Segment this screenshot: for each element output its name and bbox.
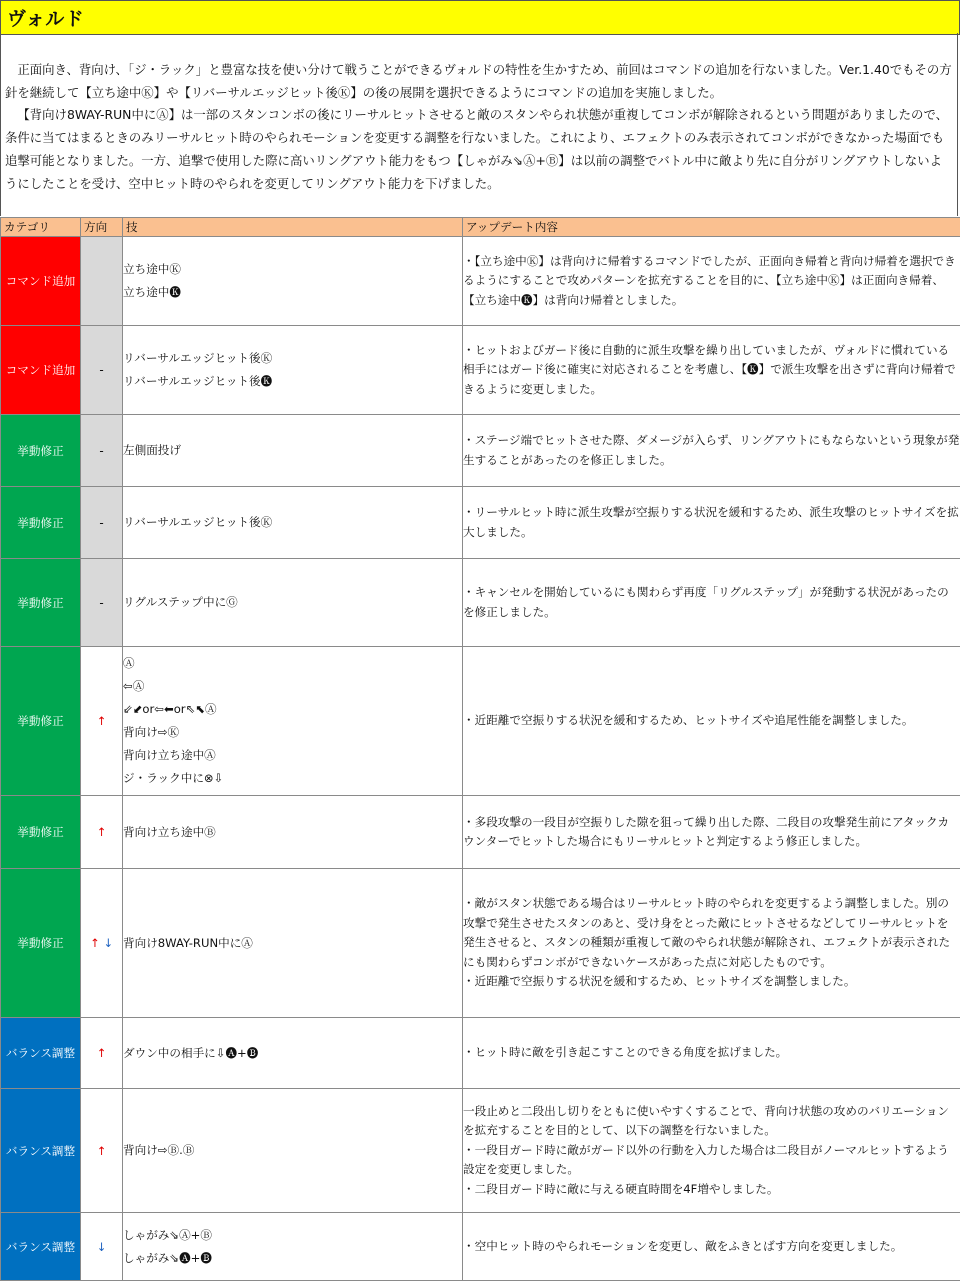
title-bar: [0, 0, 960, 35]
details-cell: [463, 415, 960, 487]
move-name: リバーサルエッジヒット後🅚: [123, 374, 273, 388]
move-cell: [123, 647, 463, 796]
move-name: しゃがみ⇘🅐+🅑: [123, 1250, 212, 1265]
details-cell: [463, 237, 960, 326]
direction-cell: [81, 647, 123, 796]
category-cell: 挙動修正: [1, 415, 81, 487]
details-text: ・近距離で空振りする状況を緩和するため、ヒットサイズを調整しました。: [463, 974, 856, 989]
table-row: [1, 415, 960, 487]
header-category: カテゴリ: [1, 218, 81, 237]
move-name: 背向け立ち途中Ⓐ: [123, 748, 216, 762]
details-cell: [463, 1213, 960, 1281]
details-text: 一段止めと二段出し切りをともに使いやすくすることで、背向け状態の攻めのバリエーションを拡充することを目的として、以下の調整を行ないました。: [463, 1103, 950, 1138]
direction-cell: [81, 796, 123, 869]
move-cell: [123, 415, 463, 487]
header-details: アップデート内容: [463, 218, 960, 237]
move-name: 立ち途中🅚: [123, 285, 181, 299]
page-title: ヴォルド: [7, 8, 85, 30]
update-table: [0, 217, 960, 1281]
up-arrow-icon: ↑: [96, 1046, 107, 1060]
up-down-arrow-icon: ↑ ↓: [89, 936, 114, 950]
details-cell: [463, 796, 960, 869]
move-name: 背向け⇨Ⓚ: [123, 725, 180, 739]
up-arrow-icon: ↑: [96, 1143, 107, 1158]
move-cell: [123, 796, 463, 869]
intro-text: [0, 33, 958, 216]
move-cell: [123, 1213, 463, 1281]
details-text: ・近距離で空振りする状況を緩和するため、ヒットサイズや追尾性能を調整しました。: [463, 713, 914, 728]
category-cell: コマンド追加: [1, 326, 81, 415]
move-name: ⇙⬋or⇦⬅or⇖⬉Ⓐ: [123, 702, 217, 716]
move-name: しゃがみ⇘Ⓐ+Ⓑ: [123, 1227, 212, 1242]
move-name: ⇦Ⓐ: [123, 679, 145, 693]
move-cell: [123, 559, 463, 647]
move-name: 背向け8WAY-RUN中にⒶ: [123, 935, 253, 950]
details-text: ・リーサルヒット時に派生攻撃が空振りする状況を緩和するため、派生攻撃のヒットサイズを拡大しました。: [463, 505, 959, 539]
details-text: ・ヒット時に敵を引き起こすことのできる角度を拡げました。: [463, 1045, 788, 1060]
move-cell: [123, 869, 463, 1018]
move-cell: [123, 1089, 463, 1213]
table-row: [1, 647, 960, 796]
header-move: 技: [123, 218, 463, 237]
table-header-row: [1, 218, 960, 237]
details-cell: [463, 559, 960, 647]
direction-cell: -: [81, 326, 123, 415]
direction-cell: -: [81, 415, 123, 487]
category-cell: バランス調整: [1, 1089, 81, 1213]
table-row: [1, 237, 960, 326]
table-row: [1, 869, 960, 1018]
table-row: [1, 559, 960, 647]
move-name: リバーサルエッジヒット後Ⓚ: [123, 515, 273, 529]
details-cell: [463, 647, 960, 796]
down-arrow-icon: ↓: [96, 1239, 107, 1254]
category-cell: コマンド追加: [1, 237, 81, 326]
header-direction: 方向: [81, 218, 123, 237]
direction-cell: [81, 1018, 123, 1089]
move-cell: [123, 326, 463, 415]
details-cell: [463, 487, 960, 559]
details-cell: [463, 1089, 960, 1213]
direction-cell: -: [81, 487, 123, 559]
move-name: Ⓐ: [123, 656, 135, 670]
direction-cell: [81, 1089, 123, 1213]
details-text: ・ヒットおよびガード後に自動的に派生攻撃を繰り出していましたが、ヴォルドに慣れている相手にはガード後に確実に対応されることを考慮し、【🅚】で派生攻撃を出さずに背向け帰着できるように変更しました。: [463, 342, 956, 396]
table-row: [1, 1213, 960, 1281]
move-name: 背向け立ち途中Ⓑ: [123, 824, 216, 839]
category-cell: 挙動修正: [1, 796, 81, 869]
move-name: リバーサルエッジヒット後Ⓚ: [123, 351, 273, 365]
up-arrow-icon: ↑: [96, 825, 107, 839]
direction-cell: -: [81, 559, 123, 647]
move-cell: [123, 487, 463, 559]
direction-cell: [81, 1213, 123, 1281]
move-cell: [123, 1018, 463, 1089]
details-text: ・二段目ガード時に敵に与える硬直時間を4F増やしました。: [463, 1181, 779, 1196]
table-row: [1, 1089, 960, 1213]
details-text: ・一段目ガード時に敵がガード以外の行動を入力した場合は二段目がノーマルヒットするよう設定を変更しました。: [463, 1142, 949, 1177]
category-cell: バランス調整: [1, 1213, 81, 1281]
details-text: ・空中ヒット時のやられモーションを変更し、敵をふきとばす方向を変更しました。: [463, 1238, 903, 1253]
details-cell: [463, 326, 960, 415]
direction-cell: [81, 237, 123, 326]
up-arrow-icon: ↑: [96, 714, 107, 728]
move-name: 左側面投げ: [123, 443, 181, 457]
table-row: [1, 796, 960, 869]
direction-cell: [81, 869, 123, 1018]
move-name: リグルステップ中にⒼ: [123, 595, 238, 609]
category-cell: 挙動修正: [1, 487, 81, 559]
details-text: ・ステージ端でヒットさせた際、ダメージが入らず、リングアウトにもならないという現象が発生することがあったのを修正しました。: [463, 433, 960, 467]
intro-paragraph: 正面向き、背向け、「ジ・ラック」と豊富な技を使い分けて戦うことができるヴォルドの特性を生かすため、前回はコマンドの追加を行ないました。Ver.1.40でもその方針を継続して【立ち途中Ⓚ】や【リバーサルエッジヒット後Ⓚ】の後の展開を選択できるようにコマンドの追加を実施しました。: [5, 62, 952, 100]
details-cell: [463, 869, 960, 1018]
details-text: ・【立ち途中Ⓚ】は背向けに帰着するコマンドでしたが、正面向き帰着と背向け帰着を選択できるようにすることで攻めパターンを拡充することを目的に、【立ち途中Ⓚ】は正面向き帰着、【立ち途中🅚】は背向け帰着としました。: [463, 253, 956, 307]
move-name: 立ち途中Ⓚ: [123, 262, 181, 276]
details-cell: [463, 1018, 960, 1089]
details-text: ・多段攻撃の一段目が空振りした隙を狙って繰り出した際、二段目の攻撃発生前にアタックカウンターでヒットした場合にもリーサルヒットと判定するよう修正しました。: [463, 814, 950, 848]
category-cell: 挙動修正: [1, 559, 81, 647]
move-name: 背向け⇨Ⓑ.Ⓑ: [123, 1143, 195, 1157]
category-cell: 挙動修正: [1, 869, 81, 1018]
move-cell: [123, 237, 463, 326]
table-row: [1, 326, 960, 415]
table-row: [1, 1018, 960, 1089]
details-text: ・キャンセルを開始しているにも関わらず再度「リグルステップ」が発動する状況があったのを修正しました。: [463, 585, 949, 619]
table-row: [1, 487, 960, 559]
intro-paragraph: 【背向け8WAY-RUN中にⒶ】は一部のスタンコンボの後にリーサルヒットさせると敵のスタンやられ状態が重複してコンボが解除されるという問題がありましたので、条件に当てはまるときのみリーサルヒット時のやられモーションを変更する調整を行ないました。これにより、エフェクトのみ表示されてコンボができなかった場面でも追撃可能となりました。一方、追撃で使用した際に高いリングアウト能力をもつ【しゃがみ⇘Ⓐ+Ⓑ】は以前の調整でバトル中に敵より先に自分がリングアウトしないようにしたことを受け、空中ヒット時のやられを変更してリングアウト能力を下げました。: [5, 107, 948, 191]
category-cell: 挙動修正: [1, 647, 81, 796]
details-text: ・敵がスタン状態である場合はリーサルヒット時のやられを変更するよう調整しました。別の攻撃で発生させたスタンのあと、受け身をとった敵にヒットさせるなどしてリーサルヒットを発生させると、スタンの種類が重複して敵のやられ状態が解除され、エフェクトが表示されたにも関わらずコンボができないケースがあった点に対応したものです。: [463, 896, 951, 969]
move-name: ジ・ラック中に⊗⇩: [123, 771, 224, 785]
category-cell: バランス調整: [1, 1018, 81, 1089]
move-name: ダウン中の相手に⇩🅐+🅑: [123, 1045, 259, 1060]
